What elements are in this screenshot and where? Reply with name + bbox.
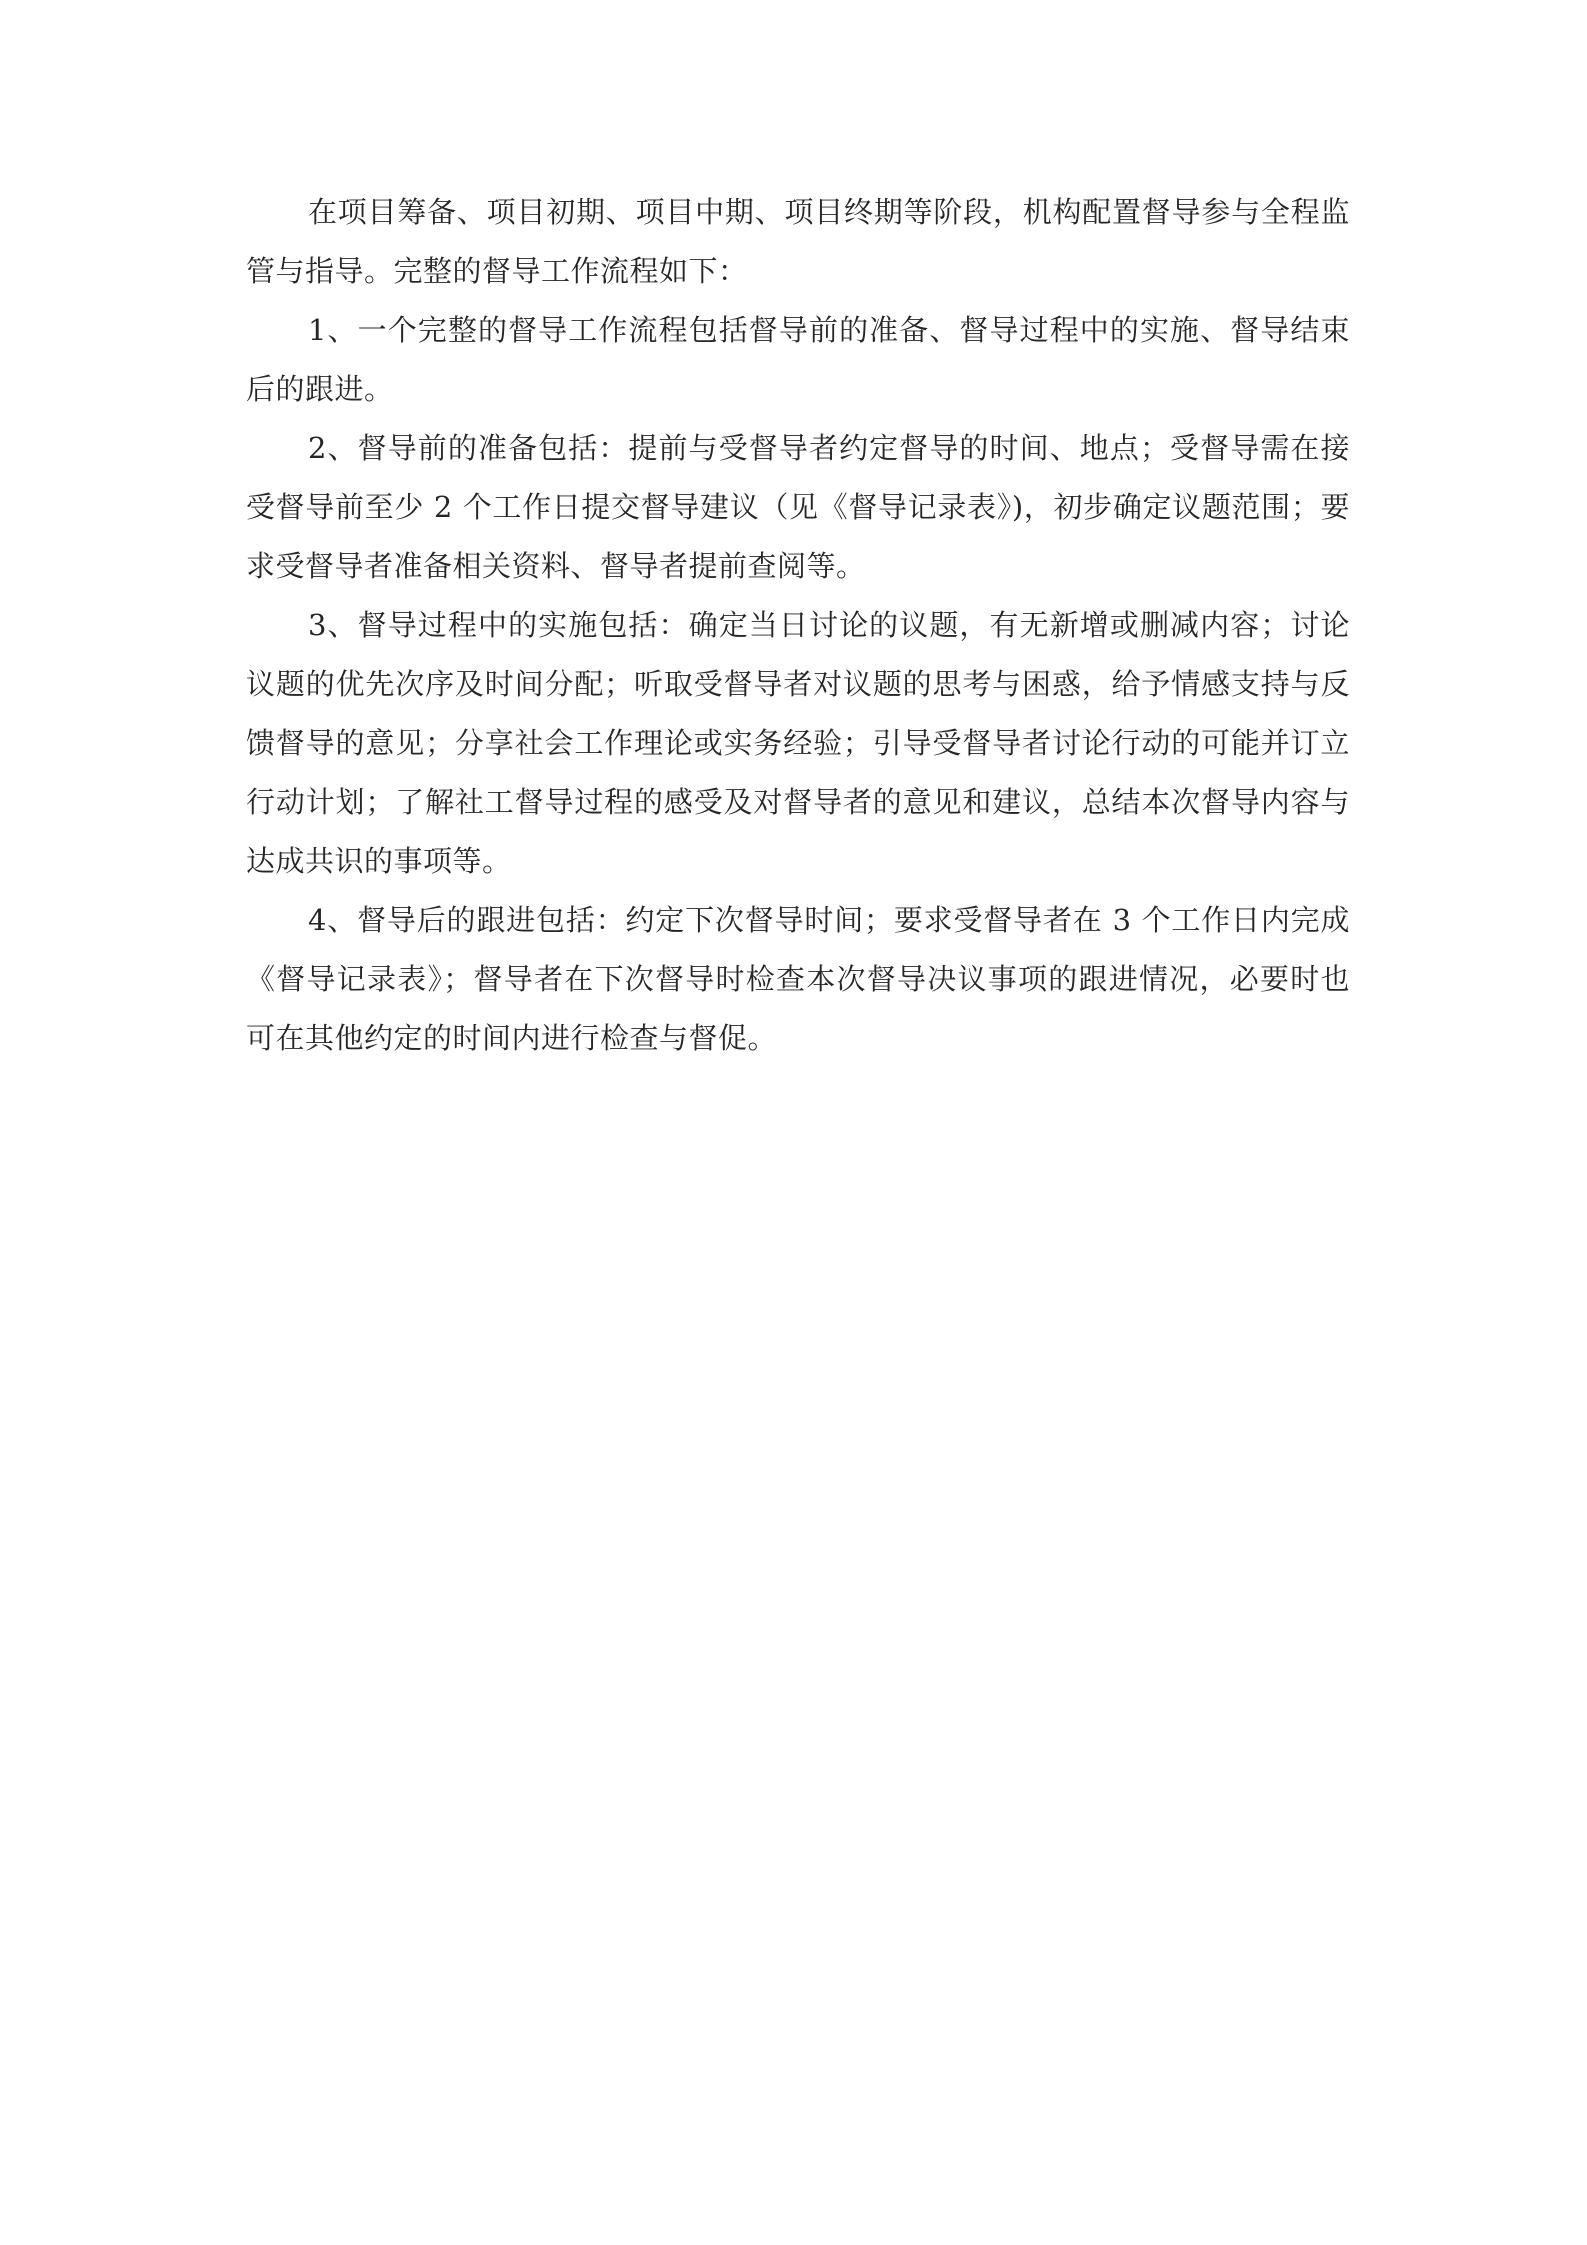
intro-paragraph: 在项目筹备、项目初期、项目中期、项目终期等阶段，机构配置督导参与全程监管与指导。完整的督导工作流程如下：: [246, 195, 1350, 288]
document-body: [246, 183, 1350, 1068]
step-3-paragraph: 3、督导过程中的实施包括：确定当日讨论的议题，有无新增或删减内容；讨论议题的优先次序及时间分配；听取受督导者对议题的思考与困惑，给予情感支持与反馈督导的意见；分享社会工作理论或实务经验；引导受督导者讨论行动的可能并订立行动计划；了解社工督导过程的感受及对督导者的意见和建议，总结本次督导内容与达成共识的事项等。: [246, 608, 1350, 878]
step-1-paragraph: 1、一个完整的督导工作流程包括督导前的准备、督导过程中的实施、督导结束后的跟进。: [246, 313, 1350, 406]
step-2-paragraph: 2、督导前的准备包括：提前与受督导者约定督导的时间、地点；受督导需在接受督导前至少 2 个工作日提交督导建议（见《督导记录表》)，初步确定议题范围；要求受督导者准备相关资料、督导者提前查阅等。: [246, 431, 1350, 583]
step-4-paragraph: 4、督导后的跟进包括：约定下次督导时间；要求受督导者在 3 个工作日内完成《督导记录表》；督导者在下次督导时检查本次督导决议事项的跟进情况，必要时也可在其他约定的时间内进行检查与督促。: [246, 903, 1350, 1055]
